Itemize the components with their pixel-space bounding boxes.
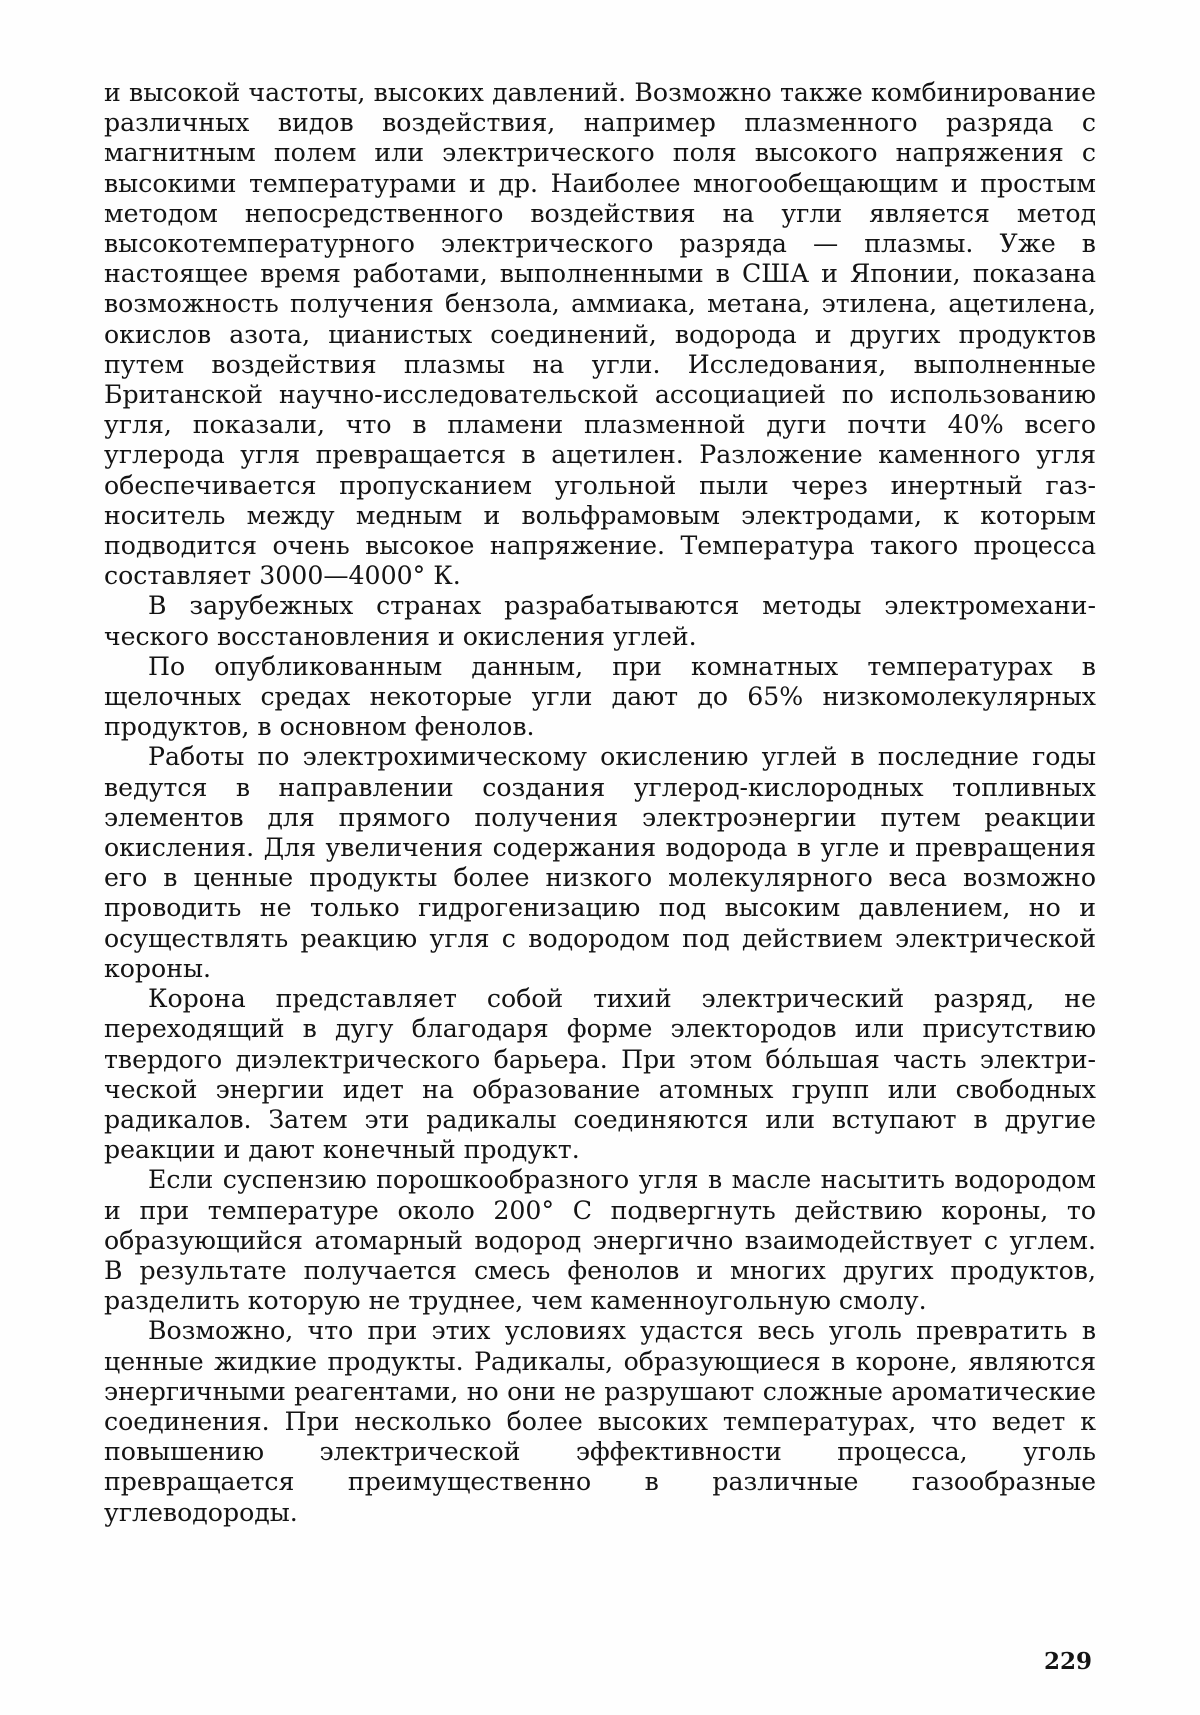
paragraph-5: Корона представляет собой тихий электрический разряд, не переходящий в дугу благодаря форме электородов или присутствию твердого диэлектрического барьера. При этом бóльшая часть электрической энергии идет на образование атомных групп или свободных радикалов. Затем эти радикалы соединяются или вступают в другие реакции и дают конечный продукт. xyxy=(104,984,1096,1165)
paragraph-6: Если суспензию порошкообразного угля в масле насытить водородом и при температуре около 200° С подвергнуть действию короны, то образующийся атомарный водород энергично взаимодействует с углем. В результате получается смесь фенолов и многих других продуктов, разделить которую не труднее, чем каменноугольную смолу. xyxy=(104,1165,1096,1316)
paragraph-7: Возможно, что при этих условиях удастся весь уголь превратить в ценные жидкие продукты. Радикалы, образующиеся в короне, являются энергичными реагентами, но они не разрушают сложные ароматические соединения. При несколько более высоких температурах, что ведет к повышению электрической эффективности процесса, уголь превращается преимущественно в различные газообразные углеводороды. xyxy=(104,1316,1096,1527)
paragraph-3: По опубликованным данным, при комнатных температурах в щелочных средах некоторые угли дают до 65% низкомолекулярных продуктов, в основном фенолов. xyxy=(104,651,1096,742)
page-number: 229 xyxy=(1043,1648,1092,1675)
paragraph-4: Работы по электрохимическому окислению углей в последние годы ведутся в направлении создания углерод-кислородных топливных элементов для прямого получения электроэнергии путем реакции окисления. Для увеличения содержания водорода в угле и превращения его в ценные продукты более низкого молекулярного веса возможно проводить не только гидрогенизацию под высоким давлением, но и осуществлять реакцию угля с водородом под действием электрической короны. xyxy=(104,742,1096,983)
paragraph-2: В зарубежных странах разрабатываются методы электромеханического восстановления и окисления углей. xyxy=(104,591,1096,651)
body-text xyxy=(104,78,1096,1528)
paragraph-1: и высокой частоты, высоких давлений. Возможно также комбинирование различных видов воздействия, например плазменного разряда с магнитным полем или электрического поля высокого напряжения с высокими температурами и др. Наиболее многообещающим и простым методом непосредственного воздействия на угли является метод высокотемпературного электрического разряда — плазмы. Уже в настоящее время работами, выполненными в США и Японии, показана возможность получения бензола, аммиака, метана, этилена, ацетилена, окислов азота, цианистых соединений, водорода и других продуктов путем воздействия плазмы на угли. Исследования, выполненные Британской научно-исследовательской ассоциацией по использованию угля, показали, что в пламени плазменной дуги почти 40% всего углерода угля превращается в ацетилен. Разложение каменного угля обеспечивается пропусканием угольной пыли через инертный газ-носитель между медным и вольфрамовым электродами, к которым подводится очень высокое напряжение. Температура такого процесса составляет 3000—4000° К. xyxy=(104,78,1096,591)
